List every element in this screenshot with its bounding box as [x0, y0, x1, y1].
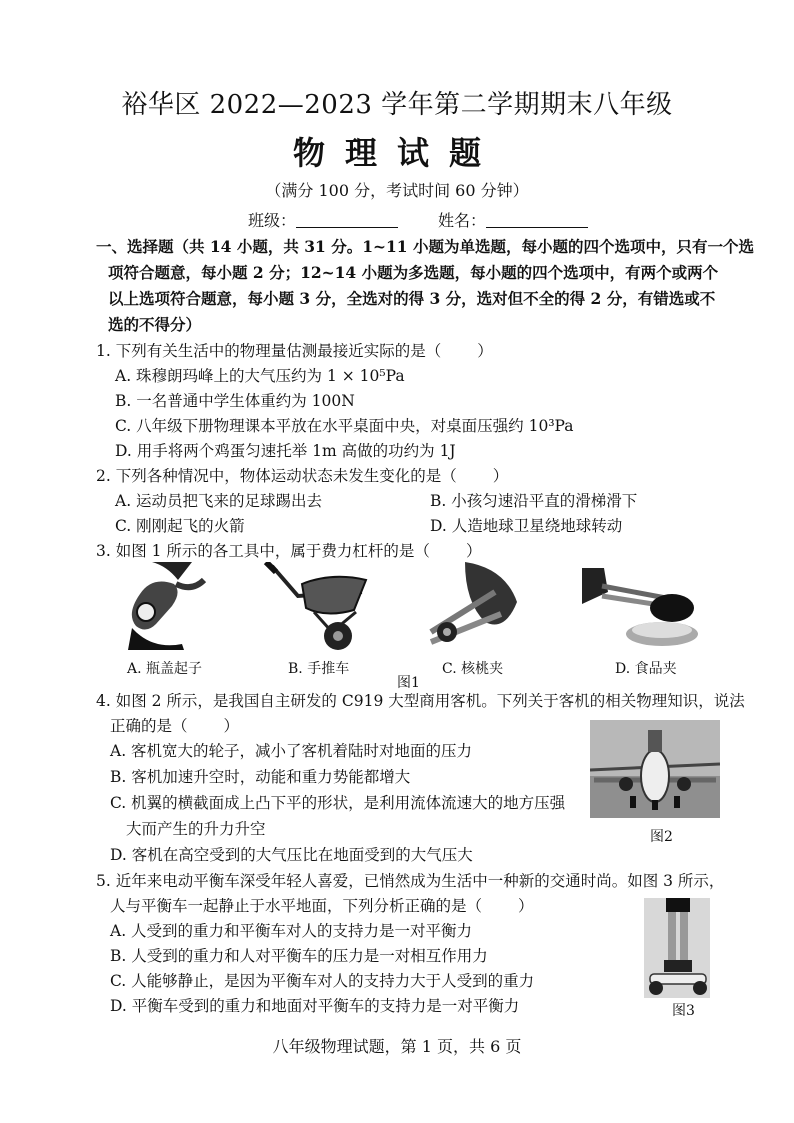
- bottle-opener-image: [112, 562, 217, 650]
- airplane-icon: [590, 720, 720, 818]
- fig2-label: 图2: [650, 829, 673, 845]
- section1-line-3: 以上选项符合题意，每小题 3 分，全选对的得 3 分，选对但不全的得 2 分，有错选或不: [108, 289, 716, 308]
- q4-option-b: B. 客机加速升空时，动能和重力势能都增大: [110, 768, 411, 786]
- food-tongs-icon: [582, 568, 700, 648]
- q5-stem-line-1: 5. 近年来电动平衡车深受年轻人喜爱，已悄然成为生活中一种新的交通时尚。如图 3 所示，: [96, 872, 725, 890]
- q5-stem-line-2: 人与平衡车一起静止于水平地面，下列分析正确的是（ ）: [110, 897, 534, 915]
- q3-stem: 3. 如图 1 所示的各工具中，属于费力杠杆的是（ ）: [96, 542, 482, 560]
- q2-option-a: A. 运动员把飞来的足球踢出去: [115, 492, 323, 510]
- section1-line-4: 选的不得分）: [108, 315, 202, 334]
- q5-option-b: B. 人受到的重力和人对平衡车的压力是一对相互作用力: [110, 947, 488, 965]
- nutcracker-icon: [425, 562, 525, 652]
- fig1-caption-c: C. 核桃夹: [442, 661, 504, 677]
- student-fields: [248, 208, 628, 231]
- q1-option-a: A. 珠穆朗玛峰上的大气压约为 1 × 10⁵Pa: [115, 367, 405, 385]
- fig1-caption-b: B. 手推车: [288, 661, 350, 677]
- q1-option-c: C. 八年级下册物理课本平放在水平桌面中央，对桌面压强约 10³Pa: [115, 417, 574, 435]
- fig1-caption-a: A. 瓶盖起子: [127, 661, 203, 677]
- q5-option-c: C. 人能够静止，是因为平衡车对人的支持力大于人受到的重力: [110, 972, 535, 990]
- name-blank[interactable]: [486, 211, 588, 228]
- balance-scooter-image: [644, 898, 710, 998]
- fig1-caption-d: D. 食品夹: [615, 661, 677, 677]
- q4-option-a: A. 客机宽大的轮子，减小了客机着陆时对地面的压力: [110, 742, 473, 760]
- section1-line-2: 项符合题意，每小题 2 分；12~14 小题为多选题，每小题的四个选项中，有两个或两个: [108, 263, 719, 282]
- fig3-label: 图3: [672, 1003, 695, 1019]
- q4-option-c-line-1: C. 机翼的横截面成上凸下平的形状，是利用流体流速大的地方压强: [110, 794, 566, 812]
- q1-option-b: B. 一名普通中学生体重约为 100N: [115, 392, 355, 410]
- q4-option-d: D. 客机在高空受到的大气压比在地面受到的大气压大: [110, 846, 473, 864]
- airplane-image: [590, 720, 720, 818]
- q4-stem-line-2: 正确的是（ ）: [110, 717, 240, 735]
- food-tongs-image: [582, 568, 700, 648]
- q2-option-d: D. 人造地球卫星绕地球转动: [430, 517, 623, 535]
- name-label: 姓名：: [438, 211, 487, 230]
- page-footer: 八年级物理试题，第 1 页，共 6 页: [272, 1037, 522, 1056]
- q2-stem: 2. 下列各种情况中，物体运动状态未发生变化的是（ ）: [96, 467, 509, 485]
- class-blank[interactable]: [296, 211, 398, 228]
- q4-option-c-line-2: 大而产生的升力升空: [126, 820, 266, 838]
- nutcracker-image: [425, 562, 525, 652]
- wheelbarrow-image: [262, 562, 377, 654]
- q2-option-c: C. 刚刚起飞的火箭: [115, 517, 245, 535]
- q2-option-b: B. 小孩匀速沿平直的滑梯滑下: [430, 492, 638, 510]
- q4-stem-line-1: 4. 如图 2 所示，是我国自主研发的 C919 大型商用客机。下列关于客机的相关物理知识，说法: [96, 692, 745, 710]
- q5-option-d: D. 平衡车受到的重力和地面对平衡车的支持力是一对平衡力: [110, 997, 520, 1015]
- fig1-label: 图1: [397, 675, 420, 691]
- q1-option-d: D. 用手将两个鸡蛋匀速托举 1m 高做的功约为 1J: [115, 442, 456, 460]
- bottle-opener-icon: [112, 562, 217, 650]
- balance-scooter-icon: [644, 898, 710, 998]
- q1-stem: 1. 下列有关生活中的物理量估测最接近实际的是（ ）: [96, 342, 493, 360]
- class-label: 班级：: [248, 211, 297, 230]
- exam-title: 裕华区 2022—2023 学年第二学期期末八年级: [121, 90, 673, 120]
- subject-title: 物理试题: [292, 134, 501, 172]
- section1-line-1: 一、选择题（共 14 小题，共 31 分。1~11 小题为单选题，每小题的四个选项中，只有一个选: [96, 237, 754, 256]
- wheelbarrow-icon: [262, 562, 377, 654]
- q5-option-a: A. 人受到的重力和平衡车对人的支持力是一对平衡力: [110, 922, 473, 940]
- exam-info: （满分 100 分，考试时间 60 分钟）: [265, 181, 529, 200]
